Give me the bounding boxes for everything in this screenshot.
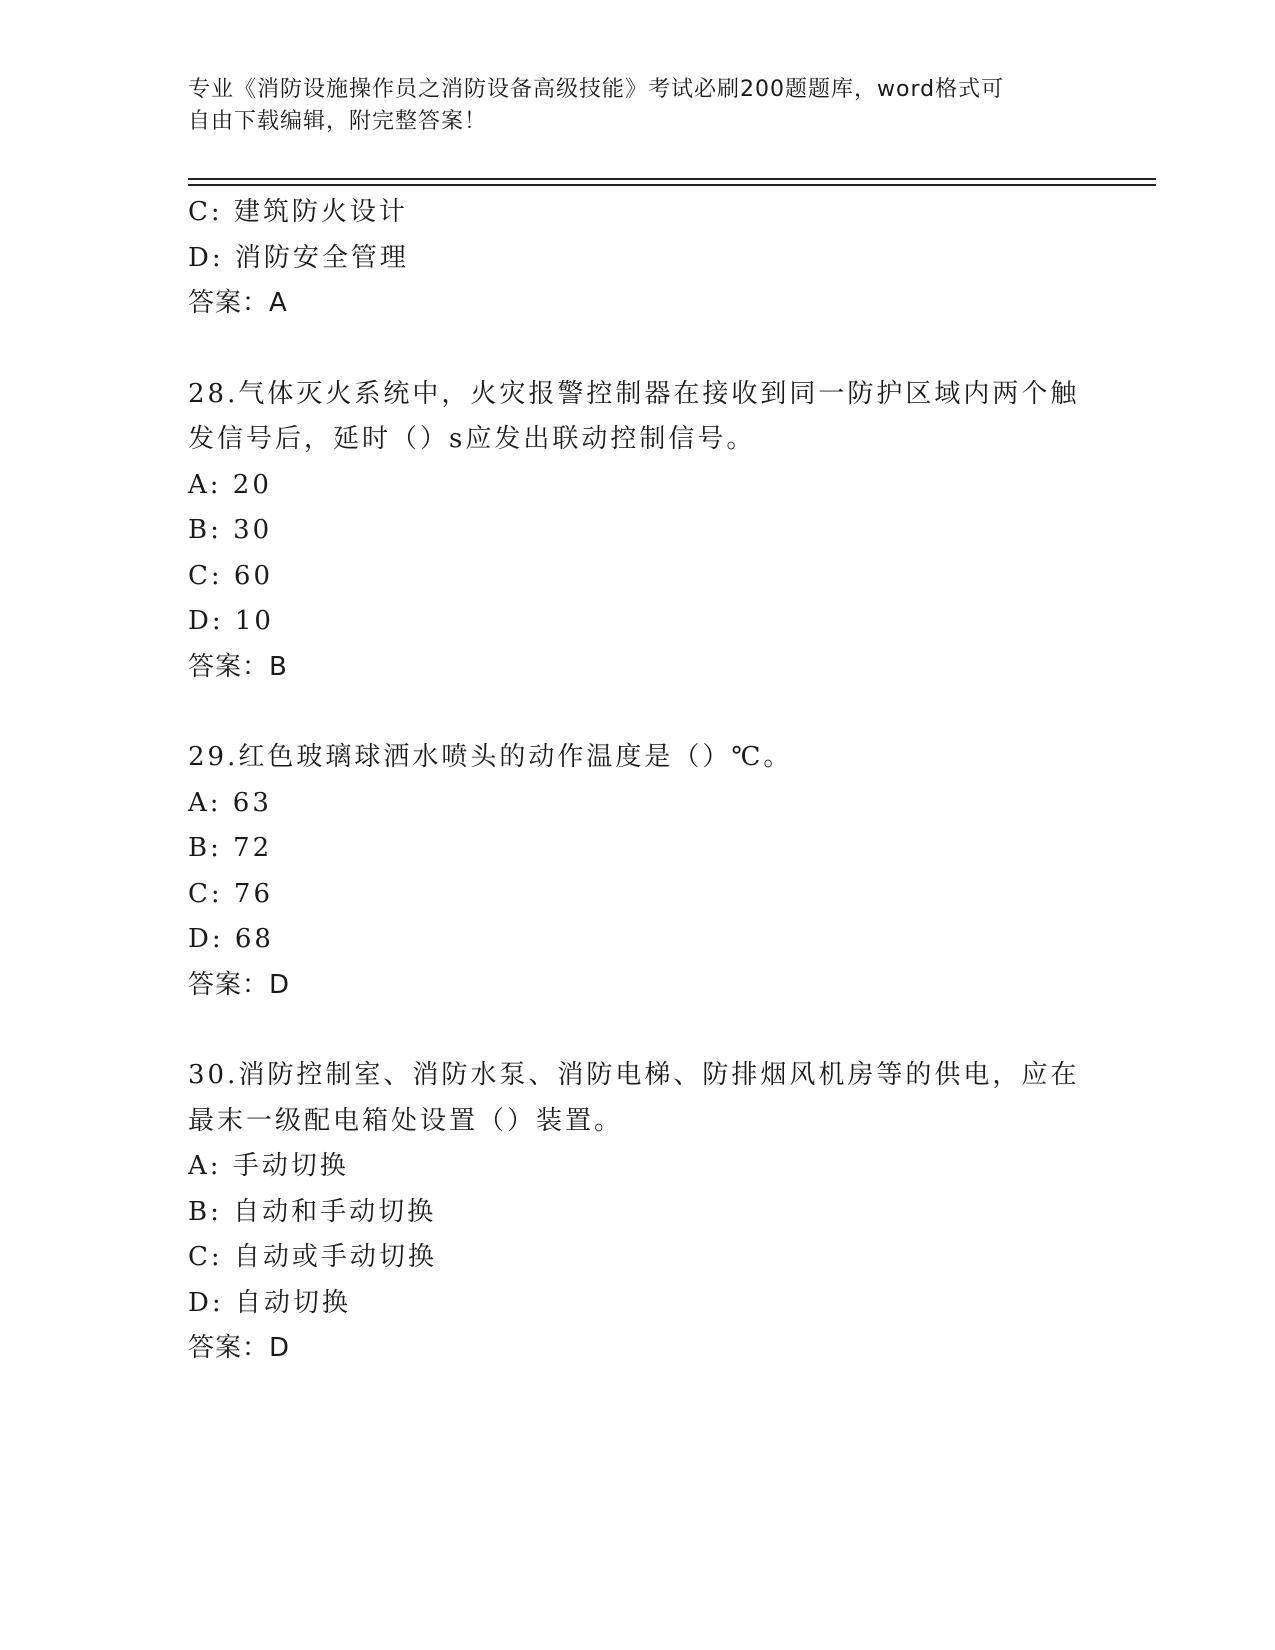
question-28 <box>188 372 1088 691</box>
question-list <box>188 190 1088 1372</box>
question-stem-line-1: 30.消防控制室、消防水泵、消防电梯、防排烟风机房等的供电，应在 <box>188 1060 1080 1090</box>
spacer <box>188 1008 1088 1053</box>
option-d: D: 消防安全管理 <box>188 242 409 273</box>
option-a: A: 63 <box>188 787 272 818</box>
header-divider-top <box>188 178 1156 180</box>
answer: 答案：D <box>188 1333 291 1363</box>
question-stem-line-2: 最末一级配电箱处设置（）装置。 <box>188 1105 624 1136</box>
option-a: A: 20 <box>188 469 272 500</box>
question-27-tail <box>188 190 1088 327</box>
option-d: D: 68 <box>188 924 274 954</box>
header-line-2: 自由下载编辑，附完整答案！ <box>188 109 488 134</box>
option-b: B: 30 <box>188 515 273 545</box>
spacer <box>188 690 1088 735</box>
option-c: C: 60 <box>188 560 274 591</box>
question-stem-line-1: 29.红色玻璃球洒水喷头的动作温度是（）℃。 <box>188 742 793 772</box>
option-b: B: 72 <box>188 833 273 863</box>
header-line-1: 专业《消防设施操作员之消防设备高级技能》考试必刷200题题库，word格式可 <box>188 77 1005 102</box>
spacer <box>188 327 1088 372</box>
answer: 答案：D <box>188 969 291 1000</box>
option-a: A: 手动切换 <box>188 1151 349 1181</box>
answer: 答案：A <box>188 288 288 318</box>
option-c: C: 76 <box>188 878 274 909</box>
answer: 答案：B <box>188 651 288 682</box>
question-stem-line-2: 发信号后，延时（）s应发出联动控制信号。 <box>188 424 756 454</box>
question-30 <box>188 1053 1088 1372</box>
question-29 <box>188 735 1088 1008</box>
header-divider-bottom <box>188 184 1156 186</box>
question-stem-line-1: 28.气体灭火系统中，火灾报警控制器在接收到同一防护区域内两个触 <box>188 378 1080 409</box>
option-c: C: 自动或手动切换 <box>188 1242 437 1272</box>
option-d: D: 自动切换 <box>188 1287 351 1318</box>
option-b: B: 自动和手动切换 <box>188 1196 437 1227</box>
document-header <box>188 74 1068 138</box>
option-c: C: 建筑防火设计 <box>188 197 408 227</box>
option-d: D: 10 <box>188 606 274 636</box>
